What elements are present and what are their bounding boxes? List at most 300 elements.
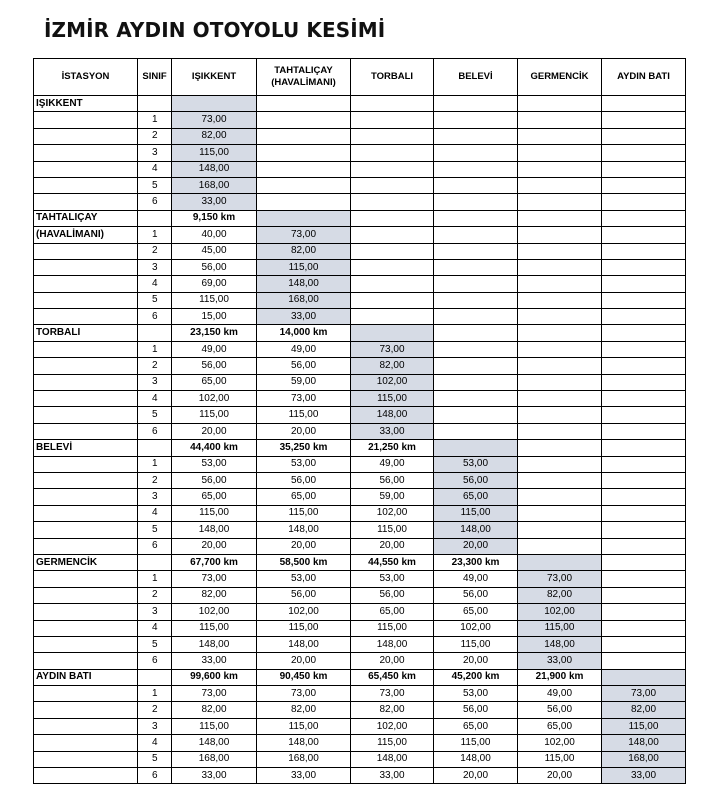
station-name-cont [34,309,138,325]
class-cell: 2 [138,587,172,603]
toll-cell [518,472,602,488]
station-name: IŞIKKENT [34,96,138,112]
distance-cell [602,554,686,570]
class-cell [138,440,172,456]
toll-cell [518,423,602,439]
distance-cell: 21,900 km [518,669,602,685]
toll-cell: 20,00 [257,653,351,669]
toll-cell: 148,00 [257,276,351,292]
table-row [34,177,686,193]
toll-cell: 148,00 [257,735,351,751]
toll-cell: 49,00 [172,341,257,357]
class-cell: 1 [138,571,172,587]
toll-cell: 82,00 [172,128,257,144]
table-row [34,161,686,177]
distance-cell: 23,150 km [172,325,257,341]
table-row [34,423,686,439]
distance-cell [518,96,602,112]
toll-cell: 73,00 [257,391,351,407]
toll-cell [518,243,602,259]
table-row [34,407,686,423]
toll-cell [602,505,686,521]
toll-cell: 148,00 [351,751,434,767]
station-name-cont [34,653,138,669]
toll-cell: 56,00 [351,587,434,603]
toll-cell [351,276,434,292]
distance-cell [351,210,434,226]
distance-cell: 14,000 km [257,325,351,341]
toll-cell [602,456,686,472]
toll-cell: 49,00 [257,341,351,357]
toll-cell: 148,00 [602,735,686,751]
toll-cell: 168,00 [257,292,351,308]
class-cell: 3 [138,145,172,161]
distance-cell [434,96,518,112]
toll-cell [434,128,518,144]
toll-cell: 102,00 [434,620,518,636]
column-header-line1: TAHTALIÇAY [274,65,333,76]
distance-cell [602,325,686,341]
class-cell: 6 [138,194,172,210]
station-name-cont [34,243,138,259]
table-row [34,604,686,620]
toll-cell [602,472,686,488]
table-body [34,96,686,784]
toll-cell: 53,00 [351,571,434,587]
station-name: TORBALI [34,325,138,341]
station-name-cont: (HAVALİMANI) [34,227,138,243]
table-row [34,571,686,587]
toll-cell [518,374,602,390]
toll-cell: 148,00 [351,636,434,652]
page-title: İZMİR AYDIN OTOYOLU KESİMİ [44,18,386,42]
toll-cell: 40,00 [172,227,257,243]
class-cell: 1 [138,686,172,702]
station-name-cont [34,604,138,620]
station-row [34,440,686,456]
distance-cell: 9,150 km [172,210,257,226]
class-cell: 4 [138,620,172,636]
toll-cell: 82,00 [172,587,257,603]
station-name-cont [34,620,138,636]
table-row [34,374,686,390]
toll-cell: 20,00 [434,538,518,554]
class-cell: 1 [138,456,172,472]
station-row [34,669,686,685]
toll-cell [602,604,686,620]
toll-cell [434,145,518,161]
toll-cell [602,145,686,161]
toll-cell: 56,00 [257,587,351,603]
class-cell: 1 [138,227,172,243]
toll-cell: 65,00 [172,489,257,505]
class-cell: 1 [138,112,172,128]
toll-cell: 73,00 [172,112,257,128]
class-cell: 5 [138,636,172,652]
toll-cell: 148,00 [172,735,257,751]
station-name-cont [34,702,138,718]
class-cell [138,325,172,341]
toll-cell: 115,00 [518,751,602,767]
toll-cell [518,177,602,193]
table-row [34,292,686,308]
toll-cell: 20,00 [351,653,434,669]
column-header: GERMENCİK [518,59,602,96]
station-name-cont [34,374,138,390]
toll-cell [602,620,686,636]
table-row [34,128,686,144]
distance-cell [257,96,351,112]
toll-cell: 148,00 [434,522,518,538]
class-cell [138,669,172,685]
distance-cell: 65,450 km [351,669,434,685]
toll-cell: 69,00 [172,276,257,292]
table-row [34,112,686,128]
toll-cell: 56,00 [172,472,257,488]
toll-cell [434,407,518,423]
toll-cell: 168,00 [602,751,686,767]
toll-cell [257,194,351,210]
toll-cell: 59,00 [351,489,434,505]
toll-cell: 33,00 [351,423,434,439]
toll-cell [257,161,351,177]
station-name-cont [34,489,138,505]
station-name-cont [34,276,138,292]
class-cell [138,96,172,112]
toll-cell [602,309,686,325]
toll-cell: 56,00 [257,472,351,488]
toll-cell [257,128,351,144]
toll-cell: 73,00 [351,341,434,357]
station-name-cont [34,341,138,357]
station-row [34,210,686,226]
toll-cell [351,259,434,275]
toll-cell [434,358,518,374]
toll-cell: 82,00 [602,702,686,718]
toll-cell [518,309,602,325]
toll-cell: 82,00 [257,702,351,718]
distance-cell [602,440,686,456]
class-cell: 5 [138,407,172,423]
toll-cell [518,341,602,357]
station-name-cont [34,718,138,734]
toll-cell: 73,00 [518,571,602,587]
distance-cell [172,96,257,112]
class-cell: 1 [138,341,172,357]
toll-cell: 115,00 [434,735,518,751]
table-row [34,309,686,325]
toll-cell: 102,00 [172,391,257,407]
toll-cell: 115,00 [257,505,351,521]
toll-cell: 82,00 [257,243,351,259]
station-name-cont [34,128,138,144]
table-row [34,768,686,784]
toll-cell: 15,00 [172,309,257,325]
toll-cell [434,112,518,128]
toll-cell [434,341,518,357]
column-header: AYDIN BATI [602,59,686,96]
toll-cell: 33,00 [172,653,257,669]
distance-cell [518,554,602,570]
toll-cell: 49,00 [518,686,602,702]
class-cell: 5 [138,522,172,538]
toll-cell: 102,00 [518,735,602,751]
toll-cell [518,292,602,308]
distance-cell [434,210,518,226]
toll-cell [518,227,602,243]
station-name-cont [34,505,138,521]
class-cell: 3 [138,718,172,734]
distance-cell [518,325,602,341]
table-row [34,538,686,554]
toll-cell [434,177,518,193]
toll-cell [351,227,434,243]
station-name-cont [34,587,138,603]
toll-cell: 56,00 [172,259,257,275]
toll-cell: 115,00 [172,292,257,308]
station-name-cont [34,407,138,423]
toll-cell [257,145,351,161]
station-name-cont [34,751,138,767]
toll-cell [602,407,686,423]
station-name: BELEVİ [34,440,138,456]
class-cell: 4 [138,735,172,751]
toll-cell [518,161,602,177]
distance-cell [351,96,434,112]
toll-cell [434,423,518,439]
station-name-cont [34,194,138,210]
toll-cell: 33,00 [351,768,434,784]
toll-cell [602,522,686,538]
toll-cell: 115,00 [351,620,434,636]
toll-cell: 148,00 [434,751,518,767]
toll-cell: 115,00 [351,391,434,407]
toll-cell [351,309,434,325]
toll-cell: 56,00 [351,472,434,488]
table-row [34,653,686,669]
toll-cell: 115,00 [172,718,257,734]
toll-cell: 65,00 [434,489,518,505]
toll-cell: 33,00 [172,768,257,784]
class-cell: 2 [138,702,172,718]
table-row [34,702,686,718]
distance-cell: 23,300 km [434,554,518,570]
toll-cell: 65,00 [434,604,518,620]
toll-cell: 20,00 [518,768,602,784]
class-cell [138,554,172,570]
distance-cell [434,440,518,456]
distance-cell: 67,700 km [172,554,257,570]
toll-cell [602,489,686,505]
toll-cell: 168,00 [257,751,351,767]
class-cell: 4 [138,391,172,407]
toll-cell: 115,00 [257,407,351,423]
distance-cell: 44,550 km [351,554,434,570]
distance-cell: 58,500 km [257,554,351,570]
class-cell: 6 [138,423,172,439]
table-row [34,472,686,488]
column-header [257,59,351,96]
class-cell: 5 [138,177,172,193]
table-row [34,587,686,603]
toll-cell [518,407,602,423]
toll-cell: 115,00 [172,620,257,636]
station-name-cont [34,112,138,128]
toll-cell: 115,00 [257,620,351,636]
distance-cell: 35,250 km [257,440,351,456]
toll-cell [351,292,434,308]
toll-cell [602,423,686,439]
toll-cell: 115,00 [434,636,518,652]
toll-table [33,58,686,784]
distance-cell [518,210,602,226]
toll-cell [434,292,518,308]
distance-cell [257,210,351,226]
station-name-cont [34,456,138,472]
toll-cell: 102,00 [351,505,434,521]
toll-cell: 148,00 [172,161,257,177]
toll-cell [518,489,602,505]
class-cell: 6 [138,309,172,325]
toll-cell [602,194,686,210]
toll-cell: 59,00 [257,374,351,390]
class-cell: 3 [138,489,172,505]
toll-cell: 148,00 [518,636,602,652]
toll-cell: 20,00 [257,538,351,554]
class-cell: 5 [138,751,172,767]
table-row [34,522,686,538]
toll-cell [351,128,434,144]
table-row [34,620,686,636]
toll-cell [351,145,434,161]
toll-cell [602,112,686,128]
station-name-cont [34,768,138,784]
toll-cell [518,128,602,144]
toll-cell: 102,00 [518,604,602,620]
toll-cell: 33,00 [257,309,351,325]
column-header: İSTASYON [34,59,138,96]
class-cell: 2 [138,472,172,488]
station-name-cont [34,292,138,308]
station-name-cont [34,177,138,193]
toll-cell: 73,00 [257,686,351,702]
toll-cell [602,587,686,603]
distance-cell [602,96,686,112]
toll-cell [518,522,602,538]
toll-cell: 82,00 [172,702,257,718]
toll-cell [602,161,686,177]
toll-cell [434,243,518,259]
class-cell [138,210,172,226]
toll-cell: 65,00 [351,604,434,620]
toll-cell: 115,00 [351,522,434,538]
distance-cell [602,210,686,226]
toll-cell: 148,00 [257,636,351,652]
distance-cell [434,325,518,341]
toll-cell [518,276,602,292]
toll-cell: 56,00 [434,587,518,603]
station-row [34,325,686,341]
toll-cell: 65,00 [257,489,351,505]
station-name-cont [34,472,138,488]
toll-cell: 73,00 [602,686,686,702]
class-cell: 2 [138,358,172,374]
class-cell: 4 [138,161,172,177]
table-row [34,145,686,161]
station-name: AYDIN BATI [34,669,138,685]
toll-cell: 115,00 [351,735,434,751]
toll-cell: 115,00 [172,145,257,161]
distance-cell [602,669,686,685]
toll-cell [257,177,351,193]
toll-cell: 20,00 [257,423,351,439]
toll-cell: 168,00 [172,177,257,193]
toll-cell [518,456,602,472]
toll-cell: 148,00 [172,522,257,538]
station-name: GERMENCİK [34,554,138,570]
column-header: IŞIKKENT [172,59,257,96]
distance-cell: 99,600 km [172,669,257,685]
class-cell: 2 [138,243,172,259]
toll-cell: 33,00 [257,768,351,784]
class-cell: 5 [138,292,172,308]
toll-cell [434,161,518,177]
table-row [34,194,686,210]
station-name: TAHTALIÇAY [34,210,138,226]
toll-cell: 20,00 [172,423,257,439]
toll-cell [351,194,434,210]
toll-cell: 33,00 [602,768,686,784]
toll-cell [351,112,434,128]
toll-cell: 33,00 [172,194,257,210]
toll-cell [518,538,602,554]
station-name-cont [34,538,138,554]
toll-cell [351,161,434,177]
toll-cell [434,194,518,210]
toll-cell: 102,00 [257,604,351,620]
class-cell: 6 [138,538,172,554]
station-name-cont [34,571,138,587]
toll-cell [518,505,602,521]
toll-cell [434,374,518,390]
toll-cell: 53,00 [434,686,518,702]
table-row [34,243,686,259]
toll-cell [434,259,518,275]
toll-cell [602,571,686,587]
toll-cell [351,243,434,259]
table-row [34,276,686,292]
station-row [34,96,686,112]
class-cell: 4 [138,276,172,292]
station-name-cont [34,636,138,652]
toll-cell: 115,00 [518,620,602,636]
toll-cell [602,374,686,390]
toll-cell: 168,00 [172,751,257,767]
table-row [34,751,686,767]
table-row [34,227,686,243]
distance-cell: 90,450 km [257,669,351,685]
class-cell: 3 [138,374,172,390]
toll-cell: 65,00 [434,718,518,734]
station-name-cont [34,735,138,751]
toll-cell: 102,00 [172,604,257,620]
toll-cell [518,194,602,210]
table-header-row [34,59,686,96]
table-row [34,489,686,505]
class-cell: 2 [138,128,172,144]
toll-cell: 56,00 [172,358,257,374]
toll-cell: 148,00 [172,636,257,652]
